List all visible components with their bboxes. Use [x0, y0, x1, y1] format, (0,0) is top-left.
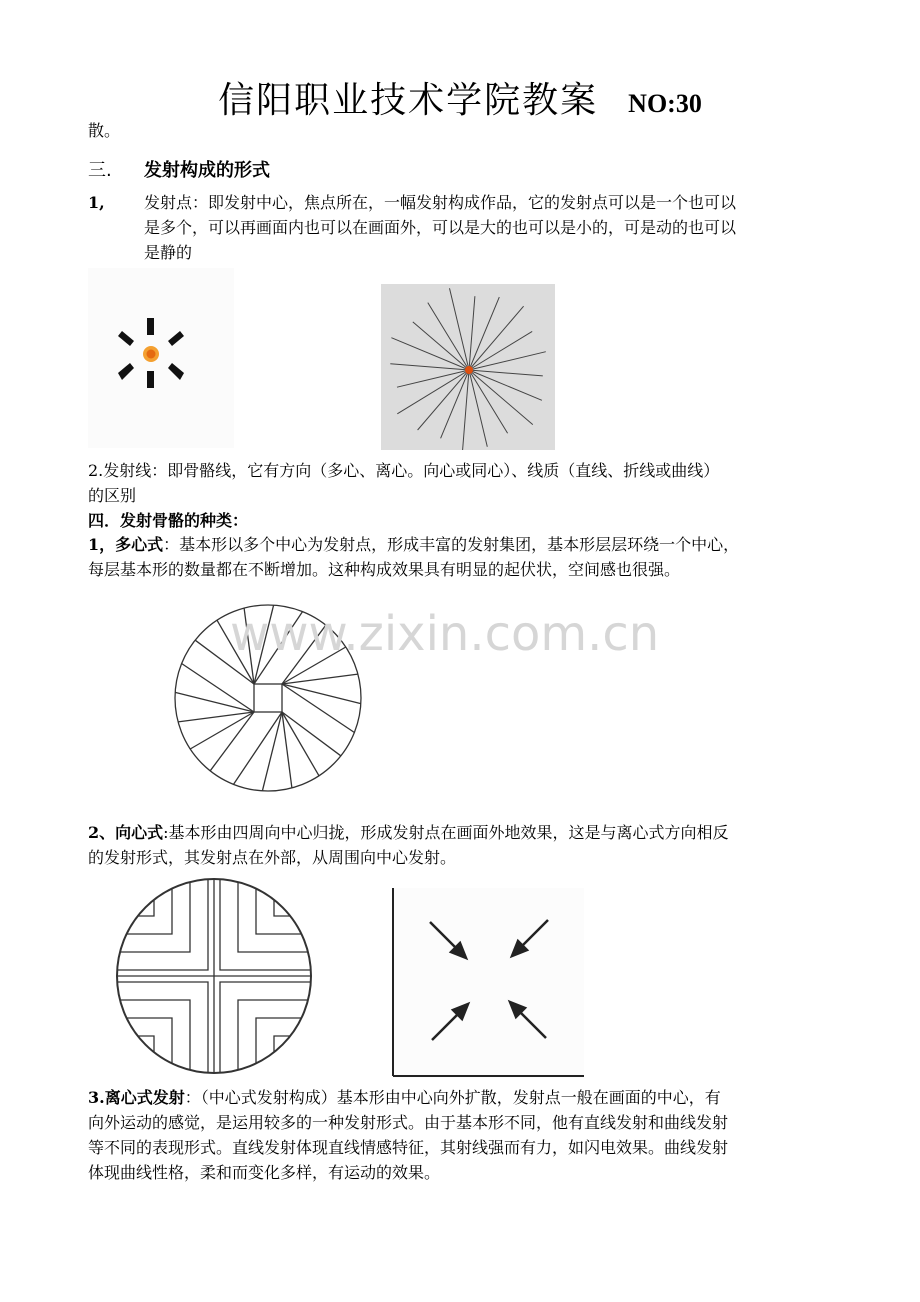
type-2-text-1: :基本形由四周向中心归拢，形成发射点在画面外地效果，这是与离心式方向相反	[163, 823, 729, 842]
item-1-line-3: 是静的	[144, 243, 193, 262]
radiating-lines-figure	[381, 284, 555, 450]
item-1-number: 1,	[88, 193, 105, 212]
type-1-line-1	[88, 532, 739, 557]
type-2-label: 2、向心式	[88, 823, 164, 842]
type-3-line-3: 等不同的表现形式。直线发射体现直线情感特征，其射线强而有力，如闪电效果。曲线发射	[88, 1138, 729, 1157]
section-3-number: 三.	[88, 160, 112, 181]
type-3-line-2: 向外运动的感觉，是运用较多的一种发射形式。由于基本形不同，他有直线发射和曲线发射	[88, 1113, 729, 1132]
item-2-line-2: 的区别	[88, 486, 137, 505]
section-4-heading: 四．发射骨骼的种类：	[88, 511, 249, 530]
page-title	[0, 72, 920, 123]
focal-point-figure	[88, 268, 234, 448]
lesson-number: NO:30	[628, 89, 702, 118]
arrows-figure	[392, 888, 584, 1078]
centripetal-circle-figure	[114, 876, 314, 1076]
lead-text: 散。	[88, 121, 121, 140]
item-2-line-1: 2.发射线：即骨骼线，它有方向（多心、离心。向心或同心）、线质（直线、折线或曲线）	[88, 461, 720, 480]
type-3-line-1	[88, 1085, 721, 1110]
type-3-line-4: 体现曲线性格，柔和而变化多样，有运动的效果。	[88, 1163, 441, 1182]
type-1-line-2: 每层基本形的数量都在不断增加。这种构成效果具有明显的起伏状，空间感也很强。	[88, 560, 681, 579]
type-3-text-1: ：（中心式发射构成）基本形由中心向外扩散，发射点一般在画面的中心，有	[184, 1088, 721, 1107]
item-1-line-1: 发射点：即发射中心，焦点所在，一幅发射构成作品，它的发射点可以是一个也可以	[144, 193, 737, 212]
type-3-label: 3.离心式发射	[88, 1088, 185, 1107]
section-3-heading: 发射构成的形式	[144, 160, 270, 181]
document-title: 信阳职业技术学院教案	[218, 80, 599, 121]
watermark: www.zixin.com.cn	[230, 606, 660, 662]
type-1-label: 1，多心式	[88, 535, 164, 554]
type-1-text-1: ：基本形以多个中心为发射点，形成丰富的发射集团，基本形层层环绕一个中心，	[163, 535, 740, 554]
item-1-line-2: 是多个，可以再画面内也可以在画面外，可以是大的也可以是小的，可是动的也可以	[144, 218, 737, 237]
type-2-line-2: 的发射形式，其发射点在外部，从周围向中心发射。	[88, 848, 457, 867]
type-2-line-1	[88, 820, 729, 845]
